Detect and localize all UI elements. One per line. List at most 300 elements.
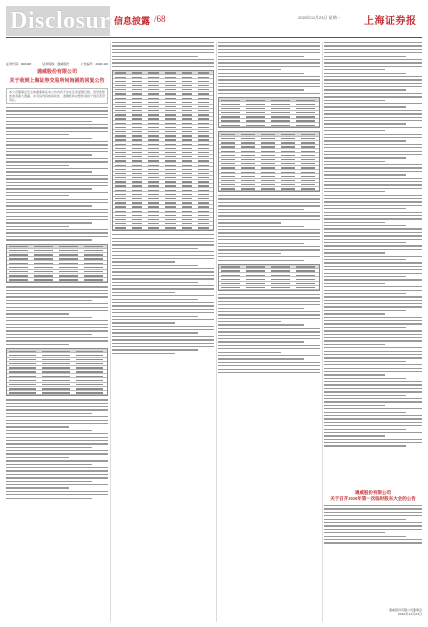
- table-cell: [59, 254, 78, 255]
- text-line: [324, 391, 422, 392]
- table-cell: [9, 246, 28, 247]
- table-cell: [132, 139, 143, 140]
- text-line: [324, 89, 406, 90]
- table-cell: [182, 177, 193, 178]
- text-line: [112, 49, 214, 50]
- table-row: [219, 123, 319, 127]
- table-cell: [281, 188, 295, 189]
- table-cell: [115, 85, 126, 86]
- second-notice-company: 通威股份有限公司: [355, 490, 391, 495]
- text-line: [324, 154, 422, 155]
- text-line: [324, 310, 406, 311]
- body-text: [112, 42, 214, 67]
- table-cell: [241, 172, 255, 173]
- table-cell: [148, 93, 159, 94]
- table-cell: [148, 72, 159, 73]
- table-cell: [148, 173, 159, 174]
- text-line: [324, 313, 385, 314]
- text-line: [6, 491, 108, 492]
- table-cell: [148, 144, 159, 145]
- table-cell: [261, 188, 275, 189]
- table-cell: [221, 116, 240, 117]
- table-cell: [271, 116, 290, 117]
- table-cell: [9, 359, 36, 360]
- text-line: [324, 525, 422, 526]
- table-cell: [198, 215, 209, 216]
- table-cell: [115, 139, 126, 140]
- table-cell: [115, 123, 126, 124]
- text-line: [324, 354, 422, 355]
- text-line: [324, 323, 422, 324]
- table-cell: [132, 173, 143, 174]
- table-cell: [115, 127, 126, 128]
- table-cell: [182, 156, 193, 157]
- text-line: [324, 422, 422, 423]
- text-line: [112, 312, 214, 313]
- table-cell: [182, 194, 193, 195]
- table-cell: [115, 81, 126, 82]
- text-line: [218, 256, 320, 257]
- table-cell: [182, 89, 193, 90]
- table-cell: [241, 138, 255, 139]
- table-cell: [182, 135, 193, 136]
- text-line: [324, 178, 422, 179]
- text-line: [6, 178, 108, 179]
- text-line: [6, 138, 92, 139]
- table-cell: [115, 173, 126, 174]
- text-line: [112, 309, 214, 310]
- data-table: [6, 244, 108, 284]
- table-cell: [148, 114, 159, 115]
- table-cell: [301, 146, 315, 147]
- table-cell: [115, 211, 126, 212]
- text-line: [324, 296, 422, 297]
- text-line: [324, 96, 422, 97]
- text-line: [218, 369, 320, 370]
- text-line: [218, 236, 320, 237]
- table-cell: [115, 156, 126, 157]
- text-line: [218, 195, 320, 196]
- table-cell: [281, 176, 295, 177]
- text-line: [6, 148, 108, 149]
- table-cell: [165, 181, 176, 182]
- text-line: [324, 181, 422, 182]
- table-cell: [221, 151, 235, 152]
- text-line: [324, 395, 406, 396]
- text-line: [6, 154, 92, 155]
- table-cell: [182, 160, 193, 161]
- text-line: [112, 353, 175, 354]
- text-line: [112, 244, 214, 245]
- table-cell: [221, 176, 235, 177]
- table-cell: [261, 134, 275, 135]
- text-line: [218, 226, 304, 227]
- table-cell: [296, 112, 315, 113]
- text-line: [324, 134, 422, 135]
- text-line: [112, 59, 214, 60]
- text-line: [112, 268, 214, 269]
- table-cell: [9, 355, 36, 356]
- text-line: [112, 234, 214, 235]
- table-cell: [84, 275, 103, 276]
- table-cell: [281, 146, 295, 147]
- text-line: [324, 378, 406, 379]
- table-cell: [198, 123, 209, 124]
- text-line: [218, 341, 304, 342]
- table-cell: [9, 363, 36, 364]
- table-cell: [301, 180, 315, 181]
- text-line: [218, 348, 320, 349]
- table-cell: [281, 172, 295, 173]
- table-cell: [198, 190, 209, 191]
- table-cell: [165, 190, 176, 191]
- table-cell: [198, 110, 209, 111]
- text-line: [324, 317, 422, 318]
- table-cell: [165, 93, 176, 94]
- text-line: [324, 93, 422, 94]
- text-line: [218, 294, 320, 295]
- text-line: [324, 188, 422, 189]
- table-cell: [115, 223, 126, 224]
- table-cell: [182, 131, 193, 132]
- table-cell: [301, 138, 315, 139]
- text-line: [324, 519, 406, 520]
- table-cell: [115, 110, 126, 111]
- text-line: [6, 117, 108, 118]
- table-cell: [59, 250, 78, 251]
- table-cell: [221, 266, 240, 267]
- table-cell: [198, 81, 209, 82]
- table-cell: [148, 98, 159, 99]
- table-cell: [165, 165, 176, 166]
- footer-signature: [389, 608, 422, 616]
- text-line: [112, 248, 198, 249]
- table-cell: [9, 279, 28, 280]
- table-cell: [241, 134, 255, 135]
- text-line: [218, 253, 281, 254]
- table-cell: [115, 215, 126, 216]
- text-line: [324, 418, 422, 419]
- table-cell: [132, 106, 143, 107]
- table-cell: [301, 167, 315, 168]
- table-cell: [132, 93, 143, 94]
- table-cell: [132, 206, 143, 207]
- text-line: [218, 66, 320, 67]
- column-divider: [216, 42, 217, 622]
- text-line: [6, 171, 92, 172]
- table-cell: [76, 371, 103, 372]
- table-cell: [132, 118, 143, 119]
- text-line: [218, 59, 320, 60]
- table-cell: [198, 165, 209, 166]
- text-line: [6, 494, 108, 495]
- notice-disclaimer: 本公司董事会及全体董事保证本公告内容不存在任何虚假记载、误导性陈述或者重大遗漏，并对其内容的真实性、准确性和完整性承担个别及连带责任。: [6, 88, 108, 104]
- text-line: [112, 42, 214, 43]
- table-cell: [148, 139, 159, 140]
- page-number: /68: [154, 14, 166, 24]
- table-cell: [241, 167, 255, 168]
- text-line: [6, 158, 108, 159]
- table-cell: [132, 219, 143, 220]
- table-cell: [76, 355, 103, 356]
- text-line: [218, 62, 320, 63]
- text-line: [6, 430, 92, 431]
- text-line: [6, 222, 92, 223]
- table-cell: [132, 152, 143, 153]
- text-line: [218, 73, 304, 74]
- table-cell: [9, 263, 28, 264]
- text-line: [112, 346, 214, 347]
- table-cell: [115, 177, 126, 178]
- text-line: [6, 450, 108, 451]
- text-line: [324, 290, 422, 291]
- text-line: [324, 157, 406, 158]
- table-cell: [182, 190, 193, 191]
- text-line: [324, 439, 422, 440]
- table-cell: [198, 181, 209, 182]
- text-line: [324, 69, 385, 70]
- body-text: [218, 294, 320, 373]
- table-cell: [261, 155, 275, 156]
- table-cell: [198, 185, 209, 186]
- text-line: [324, 539, 422, 540]
- text-line: [6, 303, 108, 304]
- table-cell: [34, 246, 53, 247]
- table-cell: [281, 159, 295, 160]
- column-2: [112, 42, 214, 622]
- text-line: [112, 278, 214, 279]
- table-cell: [115, 181, 126, 182]
- table-cell: [198, 118, 209, 119]
- table-cell: [148, 110, 159, 111]
- text-line: [6, 226, 69, 227]
- text-line: [324, 103, 422, 104]
- table-cell: [221, 184, 235, 185]
- signature-company: 通威股份有限公司董事会: [388, 608, 422, 612]
- stock-name: 证券简称：通威股份: [42, 62, 70, 66]
- text-line: [218, 198, 320, 199]
- table-cell: [115, 118, 126, 119]
- table-cell: [59, 271, 78, 272]
- table-cell: [76, 359, 103, 360]
- text-line: [218, 83, 320, 84]
- table-cell: [198, 131, 209, 132]
- table-cell: [76, 351, 103, 352]
- table-cell: [241, 188, 255, 189]
- text-line: [6, 320, 108, 321]
- text-line: [6, 151, 108, 152]
- text-line: [112, 238, 214, 239]
- text-line: [112, 302, 214, 303]
- text-line: [324, 445, 406, 446]
- text-line: [218, 86, 320, 87]
- table-cell: [198, 211, 209, 212]
- table-cell: [115, 148, 126, 149]
- table-cell: [165, 89, 176, 90]
- table-cell: [296, 116, 315, 117]
- table-cell: [148, 181, 159, 182]
- text-line: [324, 368, 422, 369]
- table-cell: [148, 102, 159, 103]
- data-table: [218, 264, 320, 291]
- table-cell: [271, 283, 290, 284]
- table-cell: [148, 77, 159, 78]
- second-notice-title: 关于召开2020年第一次临时股东大会的公告: [330, 496, 416, 501]
- text-line: [324, 127, 422, 128]
- body-text: [6, 286, 108, 345]
- text-line: [324, 151, 422, 152]
- table-cell: [271, 120, 290, 121]
- table-cell: [148, 206, 159, 207]
- table-cell: [165, 156, 176, 157]
- text-line: [324, 56, 406, 57]
- text-line: [6, 293, 108, 294]
- table-cell: [182, 123, 193, 124]
- text-line: [324, 425, 422, 426]
- table-cell: [148, 89, 159, 90]
- text-line: [6, 236, 108, 237]
- text-line: [6, 134, 69, 135]
- table-cell: [165, 139, 176, 140]
- table-cell: [9, 371, 36, 372]
- table-cell: [165, 106, 176, 107]
- table-cell: [59, 263, 78, 264]
- data-table: [218, 131, 320, 192]
- table-cell: [182, 181, 193, 182]
- table-cell: [132, 131, 143, 132]
- text-line: [6, 161, 108, 162]
- table-cell: [301, 155, 315, 156]
- column-divider: [322, 42, 323, 622]
- table-cell: [132, 72, 143, 73]
- table-row: [7, 278, 107, 282]
- table-cell: [165, 123, 176, 124]
- text-line: [324, 429, 406, 430]
- text-line: [112, 295, 214, 296]
- table-cell: [9, 258, 28, 259]
- text-line: [218, 243, 304, 244]
- table-cell: [34, 250, 53, 251]
- table-cell: [84, 267, 103, 268]
- text-line: [324, 415, 422, 416]
- text-line: [112, 329, 214, 330]
- table-cell: [271, 104, 290, 105]
- table-cell: [182, 169, 193, 170]
- text-line: [324, 536, 406, 537]
- table-cell: [198, 106, 209, 107]
- text-line: [324, 218, 422, 219]
- table-cell: [115, 152, 126, 153]
- table-cell: [115, 169, 126, 170]
- text-line: [324, 147, 422, 148]
- text-line: [112, 319, 214, 320]
- text-line: [324, 276, 406, 277]
- table-cell: [182, 106, 193, 107]
- table-cell: [261, 176, 275, 177]
- text-line: [324, 110, 422, 111]
- text-line: [6, 460, 108, 461]
- text-line: [112, 255, 214, 256]
- table-cell: [148, 135, 159, 136]
- table-cell: [148, 123, 159, 124]
- table-cell: [246, 104, 265, 105]
- text-line: [6, 399, 108, 400]
- text-line: [324, 283, 385, 284]
- table-cell: [42, 376, 69, 377]
- table-cell: [221, 172, 235, 173]
- text-line: [6, 168, 108, 169]
- table-cell: [182, 152, 193, 153]
- text-line: [218, 318, 320, 319]
- table-cell: [271, 270, 290, 271]
- table-cell: [165, 185, 176, 186]
- text-line: [6, 141, 108, 142]
- table-cell: [182, 144, 193, 145]
- text-line: [324, 245, 422, 246]
- text-line: [112, 316, 198, 317]
- text-line: [6, 144, 108, 145]
- text-line: [324, 262, 422, 263]
- table-cell: [59, 246, 78, 247]
- text-line: [6, 433, 108, 434]
- text-line: [324, 388, 422, 389]
- body-text: [6, 399, 108, 499]
- table-cell: [198, 198, 209, 199]
- table-cell: [198, 156, 209, 157]
- table-cell: [221, 283, 240, 284]
- text-line: [6, 202, 108, 203]
- table-cell: [42, 363, 69, 364]
- text-line: [324, 412, 406, 413]
- table-cell: [148, 185, 159, 186]
- text-line: [112, 288, 214, 289]
- table-cell: [132, 85, 143, 86]
- table-cell: [221, 180, 235, 181]
- table-cell: [271, 279, 290, 280]
- text-line: [112, 339, 214, 340]
- text-line: [6, 307, 108, 308]
- table-cell: [9, 392, 36, 393]
- text-line: [112, 258, 214, 259]
- table-cell: [132, 81, 143, 82]
- text-line: [218, 45, 320, 46]
- table-cell: [182, 110, 193, 111]
- text-line: [6, 300, 92, 301]
- table-cell: [165, 206, 176, 207]
- table-cell: [198, 114, 209, 115]
- table-cell: [221, 159, 235, 160]
- table-cell: [221, 279, 240, 280]
- table-cell: [246, 275, 265, 276]
- text-line: [218, 56, 304, 57]
- table-cell: [246, 120, 265, 121]
- table-cell: [148, 223, 159, 224]
- table-cell: [221, 155, 235, 156]
- text-line: [6, 324, 108, 325]
- text-line: [324, 228, 422, 229]
- text-line: [324, 205, 422, 206]
- text-line: [112, 62, 214, 63]
- table-cell: [165, 219, 176, 220]
- text-line: [324, 306, 422, 307]
- table-cell: [221, 104, 240, 105]
- text-line: [324, 117, 422, 118]
- stock-code: 证券代码：600438: [6, 62, 32, 66]
- table-cell: [115, 114, 126, 115]
- text-line: [112, 322, 175, 323]
- table-cell: [9, 250, 28, 251]
- table-cell: [246, 116, 265, 117]
